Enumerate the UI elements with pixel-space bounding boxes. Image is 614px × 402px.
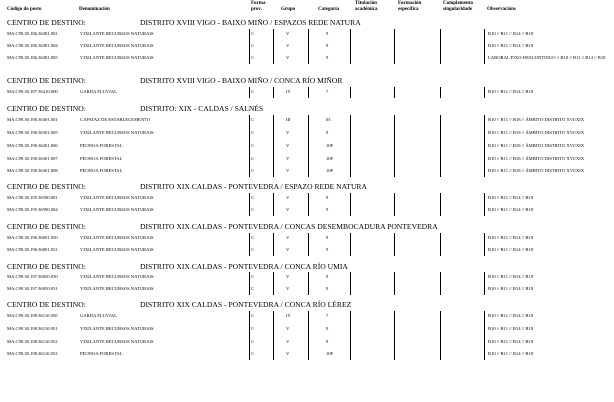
column-divider (440, 272, 441, 295)
row-observacions: B10 // B11 // B14 // B18 (488, 286, 534, 291)
row-forma-prov: C (251, 55, 255, 60)
column-divider (484, 193, 485, 216)
row-code: MA.C99.30.198.36110.051 (7, 326, 58, 331)
row-forma-prov: C (251, 143, 255, 148)
column-divider (308, 233, 309, 256)
column-divider (273, 233, 274, 256)
row-forma-prov: C (251, 156, 255, 161)
row-observacions: B10 // B11 // B14 // B18 (488, 351, 534, 356)
row-grupo: V (286, 195, 290, 200)
column-divider (440, 233, 441, 256)
section-title: DISTRITO XIX CALDAS - PONTEVEDRA / CONCAS DESEMBOCADURA PONTEVEDRA (140, 222, 438, 231)
column-divider (308, 29, 309, 64)
row-code: MA.C99.30.190.36301.006 (7, 143, 58, 148)
row-observacions: B10 // B11 // B14 // B18 (488, 247, 534, 252)
section-label: CENTRO DE DESTINO: (7, 300, 86, 309)
row-forma-prov: C (251, 274, 255, 279)
row-observacions: B10 // B11 // B18 // ÁMBITO DISTRITO XVI/XIX (488, 143, 585, 148)
column-divider (249, 272, 250, 295)
header-observacions: Observacións (487, 7, 516, 12)
row-denominacion: VIXILANTE RECURSOS NATURAIS (80, 247, 154, 252)
column-divider (440, 193, 441, 216)
row-code: MA.C99.30.196.36001.050 (7, 235, 58, 240)
row-denominacion: VIXILANTE RECURSOS NATURAIS (80, 207, 154, 212)
column-divider (484, 272, 485, 295)
column-divider (308, 115, 309, 177)
section-label: CENTRO DE DESTINO: (7, 104, 86, 113)
header-codigo: Código do posto (7, 7, 42, 12)
row-categoria: 9 (326, 207, 329, 212)
row-forma-prov: C (251, 31, 255, 36)
row-categoria: 9 (326, 235, 329, 240)
row-observacions: B10 // B11 // B18 // ÁMBITO DISTRITO XVI/XIX (488, 156, 585, 161)
row-observacions: B10 // B11 // B18 // ÁMBITO DISTRITO XVI/XIX (488, 117, 585, 122)
section-title: DISTRITO XVIII VIGO - BAIXO MIÑO / CONCA RÍO MIÑOR (140, 76, 343, 85)
row-categoria: 10F (326, 143, 334, 148)
row-code: MA.C99.30.198.36110.050 (7, 313, 58, 318)
row-categoria: 10F (326, 351, 334, 356)
row-code: MA.C99.30.197.36050.051 (7, 286, 58, 291)
column-divider (350, 87, 351, 98)
row-observacions: B10 // B11 // B14 // B18 (488, 89, 534, 94)
column-divider (273, 193, 274, 216)
column-divider (440, 311, 441, 360)
row-categoria: 7 (326, 89, 329, 94)
row-grupo: IV (286, 89, 291, 94)
column-divider (484, 29, 485, 64)
row-categoria: 9 (326, 55, 329, 60)
row-code: MA.C99.30.198.36110.052 (7, 339, 58, 344)
row-code: MA.C99.30.187.36210.000 (7, 89, 58, 94)
column-divider (249, 115, 250, 177)
row-categoria: 9 (326, 339, 329, 344)
column-divider (484, 115, 485, 177)
row-forma-prov: C (251, 339, 255, 344)
row-denominacion: PEONOA FORESTAL (80, 143, 123, 148)
header-titulacion: Titulación académica (355, 1, 378, 12)
row-code: MA.C99.30.190.36301.001 (7, 117, 58, 122)
column-divider (249, 193, 250, 216)
row-grupo: V (286, 286, 290, 291)
row-observacions: B10 // B11 // B14 // B18 (488, 326, 534, 331)
row-grupo: V (286, 235, 290, 240)
section-title: DISTRITO XIX CALDAS - PONTEVEDRA / ESPAZO REDE NATURA (140, 182, 367, 191)
row-categoria: 9 (326, 286, 329, 291)
column-divider (350, 193, 351, 216)
row-denominacion: VIXILANTE RECURSOS NATURAIS (80, 31, 154, 36)
column-divider (350, 311, 351, 360)
header-denominacion: Denominación (79, 7, 110, 12)
column-divider (484, 233, 485, 256)
column-divider (350, 272, 351, 295)
row-denominacion: VIXILANTE RECURSOS NATURAIS (80, 326, 154, 331)
row-code: MA.C99.30.190.36301.005 (7, 130, 58, 135)
row-denominacion: GARDA FLUVIAL (80, 313, 117, 318)
column-divider (350, 115, 351, 177)
row-categoria: 03 (326, 117, 331, 122)
header-formacion: Formación específica (398, 1, 422, 12)
row-categoria: 10F (326, 168, 334, 173)
row-forma-prov: C (251, 43, 255, 48)
row-observacions: B10 // B11 // B18 // ÁMBITO DISTRITO XVI/XIX (488, 130, 585, 135)
row-categoria: 9 (326, 31, 329, 36)
column-divider (394, 87, 395, 98)
row-forma-prov: C (251, 326, 255, 331)
row-grupo: V (286, 326, 290, 331)
column-divider (273, 115, 274, 177)
section-label: CENTRO DE DESTINO: (7, 182, 86, 191)
row-observacions: LABORAL FIXO-DESCONTINUO // B10 // B11 // B14 // B18 (488, 55, 606, 60)
column-divider (249, 29, 250, 64)
column-divider (394, 233, 395, 256)
row-forma-prov: C (251, 168, 255, 173)
row-observacions: B10 // B11 // B14 // B18 (488, 43, 534, 48)
header-grupo: Grupo (281, 7, 296, 12)
row-forma-prov: C (251, 247, 255, 252)
section-title: DISTRITO XIX CALDAS - PONTEVEDRA / CONCA RÍO UMIA (140, 262, 348, 271)
row-grupo: V (286, 55, 290, 60)
row-denominacion: VIXILANTE RECURSOS NATURAIS (80, 55, 154, 60)
column-divider (308, 311, 309, 360)
row-grupo: IV (286, 313, 291, 318)
row-denominacion: PEONOA FORESTAL (80, 351, 123, 356)
row-grupo: III (286, 117, 291, 122)
section-label: CENTRO DE DESTINO: (7, 18, 86, 27)
column-divider (394, 193, 395, 216)
column-divider (394, 311, 395, 360)
row-categoria: 9 (326, 130, 329, 135)
row-denominacion: VIXILANTE RECURSOS NATURAIS (80, 195, 154, 200)
row-grupo: V (286, 339, 290, 344)
row-code: MA.C99.30.186.36381.005 (7, 55, 58, 60)
column-divider (249, 311, 250, 360)
row-categoria: 9 (326, 326, 329, 331)
row-denominacion: PEONOA FORESTAL (80, 156, 123, 161)
section-title: DISTRITO XVIII VIGO - BAIXO MIÑO / ESPAZOS REDE NATURA (140, 18, 361, 27)
row-observacions: B10 // B11 // B14 // B18 (488, 274, 534, 279)
section-label: CENTRO DE DESTINO: (7, 262, 86, 271)
row-forma-prov: C (251, 235, 255, 240)
row-denominacion: VIXILANTE RECURSOS NATURAIS (80, 235, 154, 240)
row-grupo: V (286, 247, 290, 252)
column-divider (308, 87, 309, 98)
column-divider (273, 311, 274, 360)
column-divider (273, 87, 274, 98)
column-divider (440, 29, 441, 64)
column-divider (350, 233, 351, 256)
row-code: MA.C99.30.195.36590.001 (7, 195, 58, 200)
column-divider (308, 193, 309, 216)
column-divider (350, 29, 351, 64)
row-categoria: 9 (326, 274, 329, 279)
column-divider (249, 87, 250, 98)
row-observacions: B10 // B11 // B14 // B18 (488, 313, 534, 318)
column-divider (249, 233, 250, 256)
row-observacions: B10 // B11 // B14 // B18 (488, 207, 534, 212)
row-forma-prov: C (251, 286, 255, 291)
row-denominacion: VIXILANTE RECURSOS NATURAIS (80, 339, 154, 344)
header-forma-prov: Forma prov. (251, 1, 266, 12)
row-forma-prov: C (251, 207, 255, 212)
column-divider (308, 272, 309, 295)
column-divider (440, 115, 441, 177)
row-observacions: B10 // B11 // B14 // B18 (488, 31, 534, 36)
row-denominacion: VIXILANTE RECURSOS NATURAIS (80, 286, 154, 291)
row-categoria: 7 (326, 313, 329, 318)
row-forma-prov: C (251, 195, 255, 200)
section-label: CENTRO DE DESTINO: (7, 222, 86, 231)
column-divider (440, 87, 441, 98)
row-observacions: B10 // B11 // B14 // B18 (488, 339, 534, 344)
row-forma-prov: C (251, 313, 255, 318)
row-denominacion: VIXILANTE RECURSOS NATURAIS (80, 130, 154, 135)
row-observacions: B10 // B11 // B14 // B18 (488, 195, 534, 200)
row-grupo: V (286, 130, 290, 135)
row-denominacion: PEONOA FORESTAL (80, 168, 123, 173)
column-divider (394, 115, 395, 177)
row-code: MA.C99.30.195.36590.004 (7, 207, 58, 212)
section-title: DISTRITO XIX CALDAS - PONTEVEDRA / CONCA RÍO LÉREZ (140, 300, 352, 309)
row-forma-prov: C (251, 117, 255, 122)
row-grupo: V (286, 168, 290, 173)
column-divider (394, 272, 395, 295)
row-code: MA.C99.30.190.36301.008 (7, 168, 58, 173)
column-divider (273, 29, 274, 64)
row-categoria: 9 (326, 195, 329, 200)
row-grupo: V (286, 274, 290, 279)
row-grupo: V (286, 31, 290, 36)
row-observacions: B10 // B11 // B14 // B18 (488, 235, 534, 240)
row-grupo: V (286, 351, 290, 356)
row-code: MA.C99.30.198.36110.053 (7, 351, 58, 356)
column-divider (394, 29, 395, 64)
row-code: MA.C99.30.186.36381.001 (7, 31, 58, 36)
row-grupo: V (286, 207, 290, 212)
row-observacions: B10 // B11 // B18 // ÁMBITO DISTRITO XVI/XIX (488, 168, 585, 173)
column-divider (273, 272, 274, 295)
row-categoria: 9 (326, 43, 329, 48)
row-forma-prov: C (251, 351, 255, 356)
row-denominacion: VIXILANTE RECURSOS NATURAIS (80, 274, 154, 279)
row-code: MA.C99.30.190.36301.007 (7, 156, 58, 161)
row-grupo: V (286, 143, 290, 148)
column-divider (484, 311, 485, 360)
section-title: DISTRITO: XIX - CALDAS / SALNÉS (140, 104, 264, 113)
row-grupo: V (286, 43, 290, 48)
row-code: MA.C99.30.197.36050.050 (7, 274, 58, 279)
column-divider (484, 87, 485, 98)
header-categoria: Categoría (318, 7, 340, 12)
header-complemento: Complemento singularidade (443, 1, 473, 12)
row-categoria: 10F (326, 156, 334, 161)
row-forma-prov: C (251, 89, 255, 94)
row-code: MA.C99.30.186.36381.004 (7, 43, 58, 48)
row-forma-prov: C (251, 130, 255, 135)
row-code: MA.C99.30.196.36001.051 (7, 247, 58, 252)
section-label: CENTRO DE DESTINO: (7, 76, 86, 85)
row-denominacion: VIXILANTE RECURSOS NATURAIS (80, 43, 154, 48)
row-grupo: V (286, 156, 290, 161)
row-categoria: 9 (326, 247, 329, 252)
row-denominacion: GARDA FLUVIAL (80, 89, 117, 94)
row-denominacion: CAPATAZ DE ESTABLECEMENTO (80, 117, 151, 122)
